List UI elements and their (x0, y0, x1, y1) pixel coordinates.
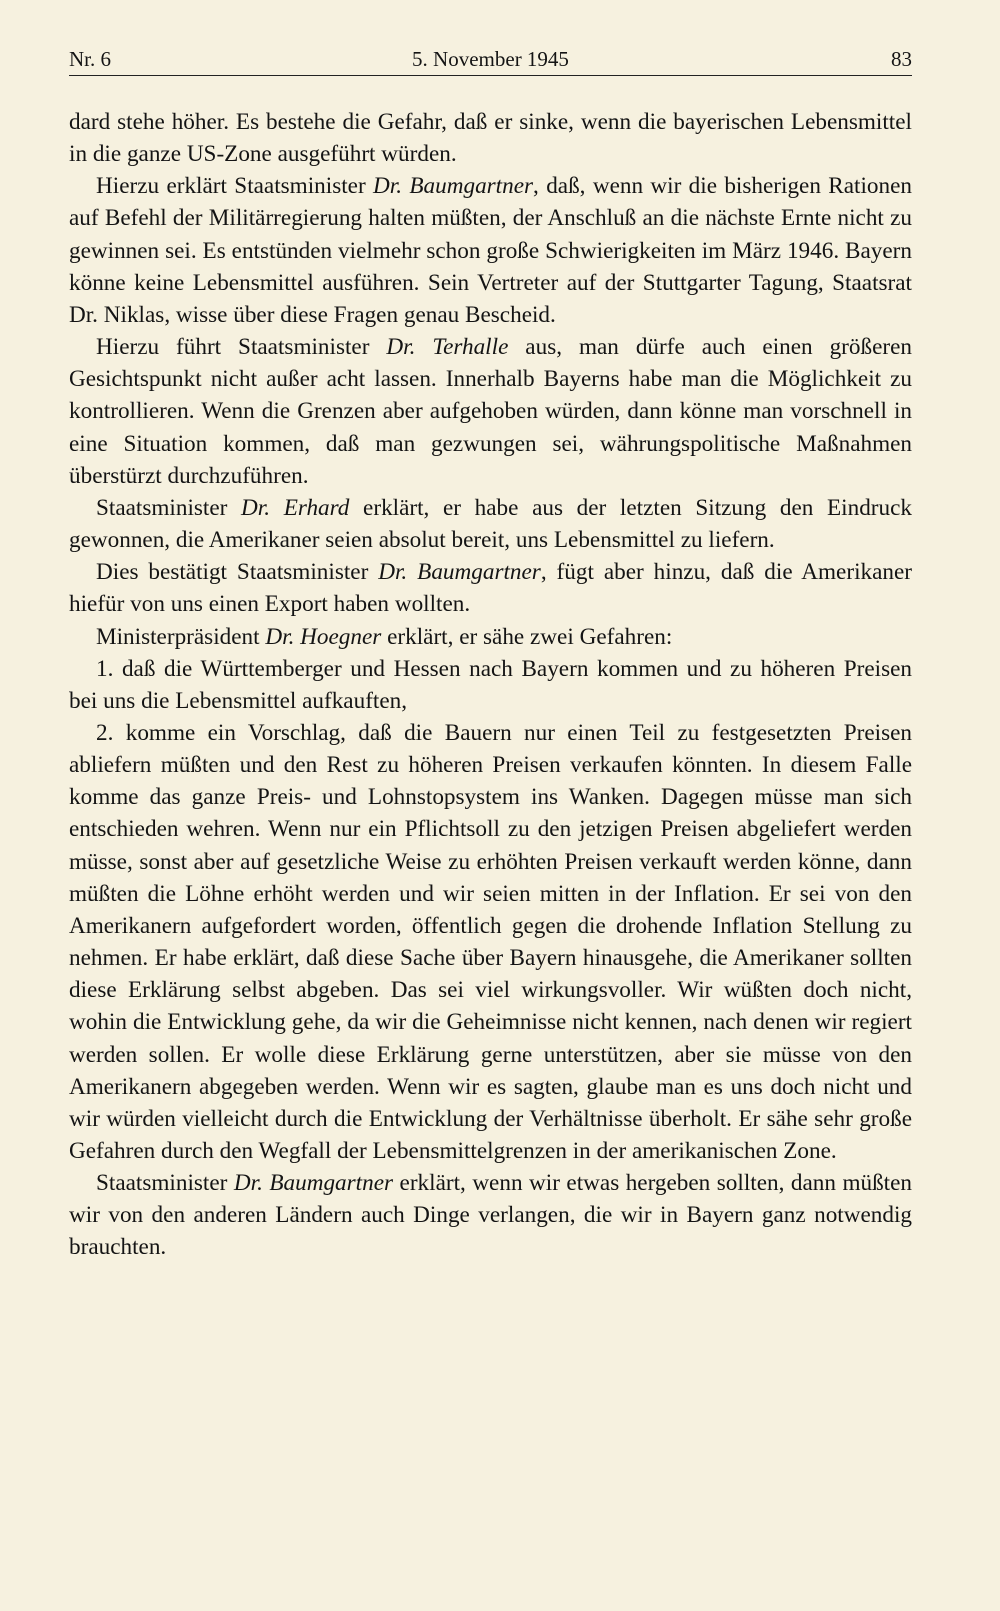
paragraph-text: Dies bestätigt Staatsminister (96, 559, 379, 586)
page-number: 83 (891, 47, 912, 71)
paragraph (69, 1167, 912, 1263)
paragraph-text: Hierzu führt Staatsminister (96, 334, 387, 361)
speaker-name: Dr. Erhard (241, 494, 350, 521)
session-date: 5. November 1945 (412, 47, 569, 71)
speaker-name: Dr. Baumgartner (233, 1170, 394, 1197)
running-head (69, 44, 912, 74)
header-rule (69, 75, 912, 76)
body-text (69, 106, 912, 1264)
paragraph-text: dard stehe höher. Es bestehe die Gefahr, daß er sinke, wenn die bayerischen Lebensmittel in die ganze US-Zone ausgeführt würden. (69, 109, 912, 168)
paragraph-text: 1. daß die Württemberger und Hessen nach Bayern kommen und zu höheren Preisen bei uns die Lebensmittel aufkauften, (69, 655, 912, 714)
paragraph-text: erklärt, er habe aus der letzten Sitzung den Eindruck gewonnen, die Amerikaner seien absolut bereit, uns Lebensmittel zu liefern. (69, 494, 912, 554)
paragraph-text: Staatsminister (96, 494, 242, 521)
paragraph-text: erklärt, wenn wir etwas hergeben sollten, dann müßten wir von den anderen Ländern auch Dinge verlangen, die wir in Bayern ganz notwendig brauchten. (69, 1170, 912, 1261)
paragraph-text: Hierzu erklärt Staatsminister (96, 173, 374, 200)
paragraph (69, 621, 912, 653)
paragraph (69, 653, 912, 717)
paragraph (69, 492, 912, 556)
paragraph-text: , fügt aber hinzu, daß die Amerikaner hiefür von uns einen Export haben wollten. (69, 559, 913, 618)
paragraph (69, 170, 912, 331)
paragraph-text: , daß, wenn wir die bisherigen Rationen auf Befehl der Militärregierung halten müßten, der Anschluß an die nächste Ernte nicht zu gewinnen sei. Es entstünden vielmehr schon große Schwierigkeiten im März 1946. Bayern könne keine Lebensmittel ausführen. Sein Vertreter auf der Stuttgarter Tagung, Staatsrat Dr. Niklas, wisse über diese Fragen genau Bescheid. (69, 173, 912, 328)
paragraph-text: erklärt, er sähe zwei Gefahren: (381, 623, 673, 650)
paragraph-text: aus, man dürfe auch einen größeren Gesichtspunkt nicht außer acht lassen. Innerhalb Bayerns habe man die Möglichkeit zu kontrollieren. Wenn die Grenzen aber aufgehoben würden, dann könne man vorschnell in eine Situation kommen, daß man gezwungen sei, währungspolitische Maßnahmen überstürzt durchzuführen. (69, 334, 912, 489)
speaker-name: Dr. Baumgartner (378, 559, 541, 586)
speaker-name: Dr. Baumgartner (373, 173, 534, 200)
issue-number: Nr. 6 (69, 47, 111, 71)
paragraph-text: Ministerpräsident (96, 623, 266, 650)
speaker-name: Dr. Terhalle (386, 334, 509, 361)
speaker-name: Dr. Hoegner (265, 623, 382, 650)
paragraph (69, 556, 912, 620)
paragraph (69, 106, 912, 170)
paragraph-text: 2. komme ein Vorschlag, daß die Bauern nur einen Teil zu festgesetzten Preisen abliefern müßten und den Rest zu höheren Preisen verkaufen könnten. In diesem Falle komme das ganze Preis- und Lohnstopsystem ins Wanken. Dagegen müsse man sich entschieden wehren. Wenn nur ein Pflichtsoll zu den jetzigen Preisen abgeliefert werden müsse, sonst aber auf gesetzliche Weise zu erhöhten Preisen verkauft werden könne, dann müßten die Löhne erhöht werden und wir seien mitten in der Inflation. Er sei von den Amerikanern aufgefordert worden, öffentlich gegen die drohende Inflation Stellung zu nehmen. Er habe erklärt, daß diese Sache über Bayern hinausgehe, die Amerikaner sollten diese Erklärung selbst abgeben. Das sei viel wirkungsvoller. Wir wüßten doch nicht, wohin die Entwicklung gehe, da wir die Geheimnisse nicht kennen, nach denen wir regiert werden sollen. Er wolle diese Erklärung gerne unterstützen, aber sie müsse von den Amerikanern abgegeben werden. Wenn wir es sagten, glaube man es uns doch nicht und wir würden vielleicht durch die Entwicklung der Verhältnisse überholt. Er sähe sehr große Gefahren durch den Wegfall der Lebensmittelgrenzen in der amerikanischen Zone. (69, 719, 912, 1164)
paragraph-text: Staatsminister (96, 1170, 234, 1197)
paragraph (69, 331, 912, 492)
paragraph (69, 717, 912, 1167)
